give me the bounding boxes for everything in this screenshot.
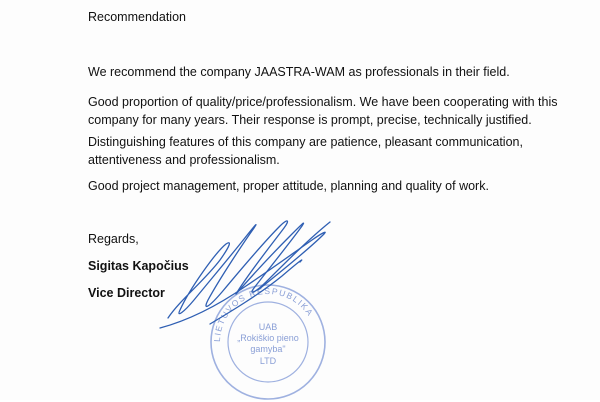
handwritten-signature [150,200,350,343]
paragraph-quality: Good proportion of quality/price/professionalism. We have been cooperating with this company for many years. Their response is prompt, precise, technically justified. [88,95,558,127]
signer-name: Sigitas Kapočius [88,259,189,273]
stamp-suffix: LTD [259,356,277,366]
signer-role: Vice Director [88,286,165,300]
stamp-company-type: UAB [258,322,278,332]
letter-heading: Recommendation [88,10,186,24]
paragraph-recommendation: We recommend the company JAASTRA-WAM as professionals in their field. [88,65,510,79]
paragraph-management: Good project management, proper attitude, planning and quality of work. [88,179,489,193]
closing-regards: Regards, [88,232,139,246]
stamp-company-name-line1: „Rokiškio pieno [237,333,299,343]
stamp-company-name-line2: gamyba" [250,344,286,354]
stamp-ring-text: LIETUVOS RESPUBLIKA [211,285,316,343]
paragraph-features: Distinguishing features of this company are patience, pleasant communication, attentiveness and professionalism. [88,135,523,167]
